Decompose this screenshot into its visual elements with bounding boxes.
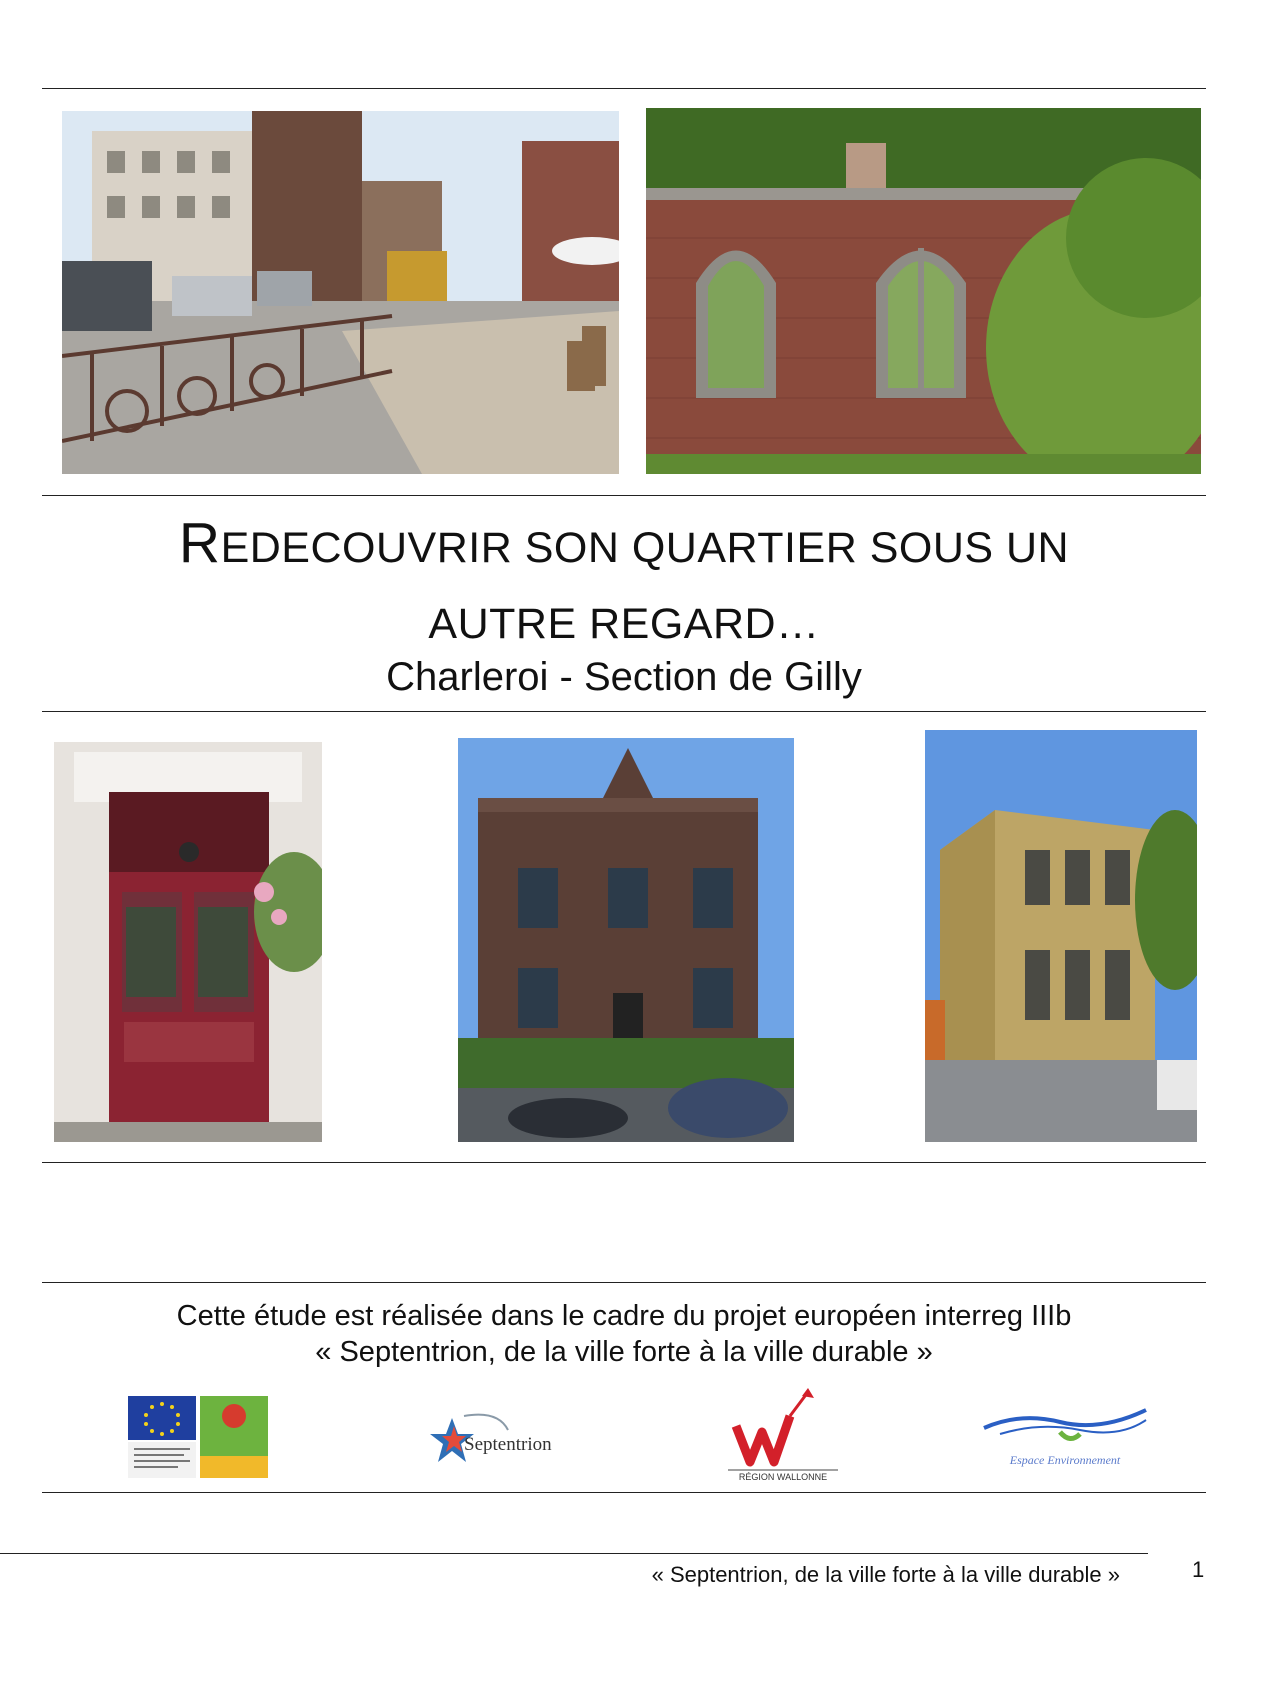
page-subtitle: Charleroi - Section de Gilly [386,655,862,699]
project-credit [44,1298,1204,1370]
corner-building-photo [925,730,1197,1142]
top-rule [42,88,1206,89]
eu-interreg-logo [128,1396,268,1478]
brick-wall-photo [646,108,1201,474]
brick-house-photo [458,738,794,1142]
rule-under-photos [42,495,1206,496]
septentrion-logo-text: Septentrion [464,1434,552,1455]
footer-rule [0,1553,1148,1554]
espace-environnement-logo-text: Espace Environnement [1009,1453,1121,1467]
footer-text: « Septentrion, de la ville forte à la ville durable » [651,1562,1120,1587]
page-number: 1 [1192,1557,1205,1582]
septentrion-logo [428,1410,568,1472]
page-title [44,505,1204,662]
rule-above-credit [42,1282,1206,1283]
credit-line-2: « Septentrion, de la ville forte à la ville durable » [315,1336,933,1368]
rule-under-logos [42,1492,1206,1493]
rule-under-title [42,711,1206,712]
region-wallonne-logo [728,1386,838,1482]
credit-line-1: Cette étude est réalisée dans le cadre du projet européen interreg IIIb [176,1300,1072,1332]
title-line-2: AUTRE REGARD… [428,600,820,648]
street-photo [62,111,619,474]
espace-environnement-logo [980,1400,1150,1474]
region-wallonne-logo-text: RÉGION WALLONNE [738,1472,828,1482]
title-line-1: REDECOUVRIR SON QUARTIER SOUS UN [178,511,1070,575]
rule-under-middle-photos [42,1162,1206,1163]
red-door-photo [54,742,322,1142]
